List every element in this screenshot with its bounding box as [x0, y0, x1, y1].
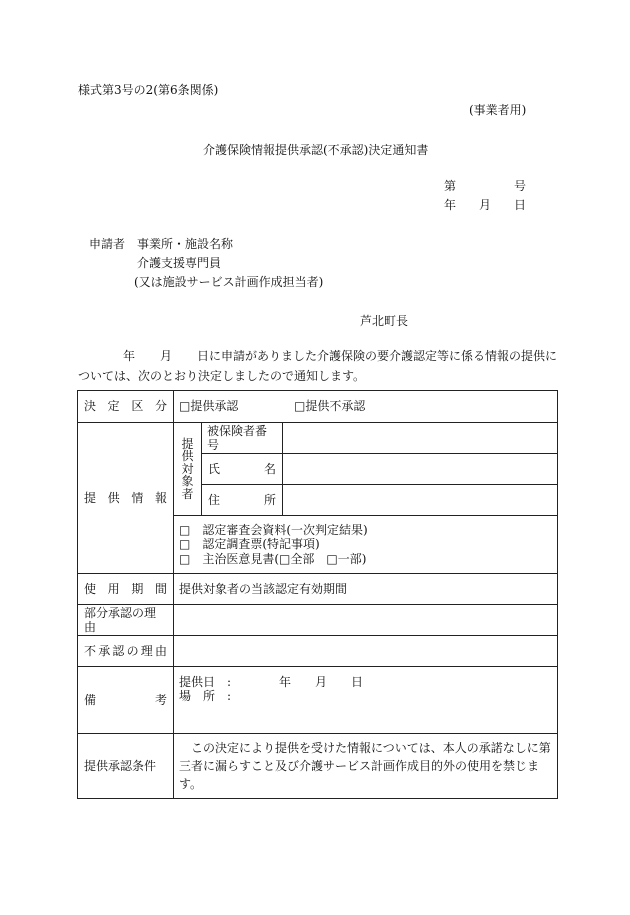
row-decision: [78, 391, 558, 423]
facility-name-label: 事業所・施設名称: [137, 237, 234, 251]
applicant-label: 申請者: [89, 237, 126, 251]
period-value: 提供対象者の当該認定有効期間: [174, 574, 558, 605]
period-label: 使 用 期 間: [78, 574, 174, 605]
reject-reason-field[interactable]: [174, 636, 558, 667]
body-text-line1: 日に申請がありました介護保険の要介護認定等に係る情報の提供に: [197, 349, 558, 363]
body-month: 月: [160, 349, 173, 363]
address-label: 住 所: [202, 485, 283, 516]
copy-label: (事業者用): [469, 103, 527, 117]
decision-options: [174, 391, 558, 423]
row-partial-reason: [78, 605, 558, 636]
document-title: 介護保険情報提供承認(不承認)決定通知書: [203, 143, 429, 157]
remarks-label: 備 考: [78, 667, 174, 734]
row-insured-number: [78, 423, 558, 454]
name-field[interactable]: [283, 454, 558, 485]
date-month: 月: [479, 198, 492, 212]
info-item-doctor-opinion[interactable]: □ 主治医意見書(□全部 □一部): [179, 551, 367, 566]
provision-date: 提供日 : 年 月 日: [179, 675, 364, 689]
info-item-screening[interactable]: □ 認定審査会資料(一次判定結果): [179, 522, 368, 537]
row-reject-reason: [78, 636, 558, 667]
reject-reason-label: 不 承 認 の 理 由: [78, 636, 174, 667]
partial-reason-label: 部分承認の理由: [78, 605, 174, 636]
row-period: [78, 574, 558, 605]
remarks-content[interactable]: [174, 667, 558, 734]
insured-number-label: 被保険者番号: [202, 423, 283, 454]
partial-reason-field[interactable]: [174, 605, 558, 636]
provision-place: 場 所 :: [179, 689, 232, 704]
info-item-survey[interactable]: □ 認定調査票(特記事項): [179, 537, 320, 552]
decision-table: [77, 390, 558, 799]
date-year: 年: [444, 198, 457, 212]
row-conditions: [78, 734, 558, 799]
decision-label: 決 定 区 分: [78, 391, 174, 423]
target-person-label: 提 供 対 象 者: [174, 423, 202, 516]
name-label: 氏 名: [202, 454, 283, 485]
row-remarks: [78, 667, 558, 734]
body-year: 年: [123, 349, 136, 363]
issuer: 芦北町長: [360, 314, 409, 328]
reject-checkbox[interactable]: □提供不承認: [294, 399, 366, 414]
address-field[interactable]: [283, 485, 558, 516]
doc-number-prefix: 第: [444, 179, 457, 193]
body-text-line2: ついては、次のとおり決定しましたので通知します。: [78, 369, 366, 383]
care-manager-note: (又は施設サービス計画作成担当者): [134, 275, 324, 289]
info-label: 提 供 情 報: [78, 423, 174, 574]
conditions-text: この決定により提供を受けた情報については、本人の承諾なしに第三者に漏らすこと及び介護サービス計画作成目的外の使用を禁じます。: [174, 734, 558, 799]
approve-checkbox[interactable]: □提供承認: [179, 399, 239, 414]
date-day: 日: [514, 198, 527, 212]
info-items: [174, 516, 558, 574]
care-manager-label: 介護支援専門員: [137, 256, 222, 270]
insured-number-field[interactable]: [283, 423, 558, 454]
form-number: 様式第3号の2(第6条関係): [78, 83, 219, 97]
doc-number-suffix: 号: [514, 179, 527, 193]
conditions-label: 提供承認条件: [78, 734, 174, 799]
